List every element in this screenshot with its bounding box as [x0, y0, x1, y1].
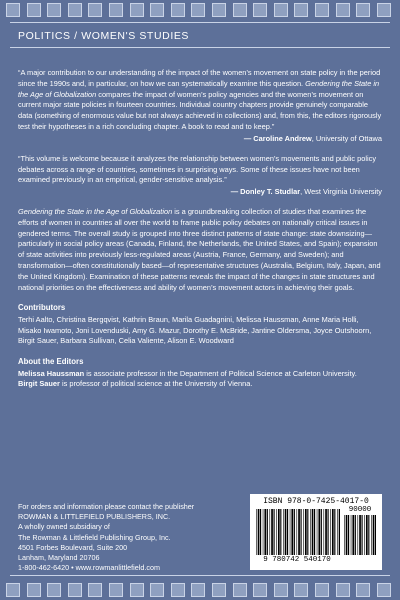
- barcode-bar: [290, 509, 291, 555]
- border-square: [47, 3, 61, 17]
- border-square: [233, 583, 247, 597]
- barcode-bar: [271, 509, 273, 555]
- editors-section: [18, 356, 382, 390]
- barcode-addon-bars: [344, 515, 376, 555]
- quote2-attribution: [18, 187, 382, 198]
- top-divider: [10, 22, 390, 23]
- barcode-bar: [317, 509, 318, 555]
- border-square: [294, 3, 308, 17]
- barcode-bar: [362, 515, 363, 555]
- border-square: [6, 583, 20, 597]
- barcode-bar: [285, 509, 287, 555]
- barcode-bar: [294, 509, 295, 555]
- barcode-bar: [278, 509, 280, 555]
- editors-heading: About the Editors: [18, 357, 84, 367]
- border-square: [336, 583, 350, 597]
- order-line-4: The Rowman & Littlefield Publishing Group, Inc.: [18, 532, 171, 542]
- editor-1-bio: is associate professor in the Department of Political Science at Carleton University.: [84, 368, 357, 378]
- barcode-bar: [301, 509, 302, 555]
- description-title: Gendering the State in the Age of Globalization: [18, 206, 173, 216]
- quote2-institution: , West Virginia University: [300, 187, 382, 197]
- border-square: [109, 583, 123, 597]
- barcode-bars: [256, 509, 340, 555]
- border-square: [47, 583, 61, 597]
- contributors-section: [18, 302, 382, 347]
- description-text: is a groundbreaking collection of studies that examines the efforts of women in countries all over the world to frame public policy debates on nationally critical issues in gendered terms. The overall study is grouped into three distinct patterns of state change: state downsizing—particularly in social policy areas (Canada, Finland, the Netherlands, the United States, and Spain); expansion of state activities into previously less-regulated areas (Austria, France, Germany, and Sweden); and transformation—often constitutionally based—of representative structures (Australia, Belgium, Italy, Japan, and the United Kingdom). Examination of these patterns reveals the impact of the changes in state structures and national priorities on the effectiveness and ability of women’s movement actors in achieving their goals.: [18, 206, 381, 292]
- isbn-number: ISBN 978-0-7425-4017-0: [263, 497, 369, 506]
- order-line-1: For orders and information please contact the publisher: [18, 502, 195, 511]
- border-square: [294, 583, 308, 597]
- barcode-bar: [298, 509, 300, 555]
- header-divider: [10, 47, 390, 48]
- border-square: [191, 583, 205, 597]
- isbn-barcode: [250, 494, 382, 570]
- border-square: [253, 583, 267, 597]
- editor-1-name: Melissa Haussman: [18, 368, 85, 378]
- border-square: [88, 583, 102, 597]
- barcode-bar: [352, 515, 354, 555]
- barcode-bar: [256, 509, 257, 555]
- border-square: [171, 583, 185, 597]
- order-line-2: ROWMAN & LITTLEFIELD PUBLISHERS, INC.: [18, 512, 171, 522]
- barcode-bar: [371, 515, 372, 555]
- barcode-bar: [260, 509, 261, 555]
- border-square: [6, 3, 20, 17]
- barcode-bar: [364, 515, 365, 555]
- barcode-bar: [264, 509, 266, 555]
- order-line-5: 4501 Forbes Boulevard, Suite 200: [18, 542, 128, 552]
- barcode-addon-digits: 90000: [348, 506, 372, 514]
- barcode-bar: [337, 509, 338, 555]
- bottom-border-squares: [0, 580, 400, 600]
- review-quote-1: [18, 68, 382, 145]
- bottom-divider: [10, 575, 390, 576]
- editor-2-name: Birgit Sauer: [18, 379, 60, 389]
- border-square: [356, 3, 370, 17]
- quote1-attribution: [18, 134, 382, 145]
- border-square: [191, 3, 205, 17]
- barcode-bar: [339, 509, 340, 555]
- barcode-bar: [348, 515, 349, 555]
- border-square: [356, 583, 370, 597]
- barcode-bar: [332, 509, 334, 555]
- barcode-bar: [359, 515, 361, 555]
- barcode-bar: [318, 509, 320, 555]
- order-line-7: 1-800-462-6420 • www.rowmanlittlefield.com: [18, 563, 160, 573]
- barcode-bar: [258, 509, 260, 555]
- quote1-text-a: “A major contribution to our understanding of the impact of the women’s movement on state policy in the period since the 1990s and, in particular, on how we can systematically examine this question.: [18, 68, 381, 88]
- border-square: [68, 583, 82, 597]
- order-line-3: A wholly owned subsidiary of: [18, 522, 110, 532]
- barcode-bar: [287, 509, 288, 555]
- barcode-bar: [314, 509, 315, 555]
- book-description: [18, 207, 382, 294]
- barcode-bar: [312, 509, 314, 555]
- quote1-author: — Caroline Andrew: [243, 133, 312, 143]
- barcode-bar: [366, 515, 368, 555]
- border-square: [150, 583, 164, 597]
- quote2-author: — Donley T. Studlar: [230, 187, 301, 197]
- editor-2: [18, 379, 382, 390]
- contributors-list: Terhi Aalto, Christina Bergqvist, Kathrin Braun, Marila Guadagnini, Melissa Haussman, Anne Maria Holli, Misako Iwamoto, Joni Lovenduski, Amy G. Mazur, Dorothy E. McBride, Jantine Oldersma, Joyce Outshoorn, Birgit Sauer, Barbara Sullivan, Celia Valiente, Alison E. Woodward: [18, 314, 372, 346]
- barcode-bar: [310, 509, 311, 555]
- border-square: [27, 3, 41, 17]
- border-square: [274, 3, 288, 17]
- border-square: [171, 3, 185, 17]
- barcode-bar: [344, 515, 345, 555]
- barcode-bar: [321, 509, 322, 555]
- border-square: [88, 3, 102, 17]
- border-square: [315, 3, 329, 17]
- review-quote-2: [18, 154, 382, 198]
- border-square: [253, 3, 267, 17]
- border-square: [336, 3, 350, 17]
- border-square: [274, 583, 288, 597]
- barcode-bar: [280, 509, 281, 555]
- barcode-bar: [267, 509, 268, 555]
- barcode-bar: [303, 509, 304, 555]
- border-square: [315, 583, 329, 597]
- border-square: [130, 3, 144, 17]
- quote1-text-c: compares the impact of women’s policy agencies and the women’s movement on current major state policies in fourteen countries. Individual country chapters provide genuinely comparable data (something of enormous value but not always achieved in collections) and, from this, the editors rigorously test their hypotheses in a rich concluding chapter. A book to read and to keep.”: [18, 89, 382, 132]
- barcode-bar: [305, 509, 307, 555]
- border-square: [377, 583, 391, 597]
- back-cover-content: [18, 68, 382, 390]
- barcode-bar: [283, 509, 284, 555]
- border-square: [212, 3, 226, 17]
- barcode-bar: [346, 515, 348, 555]
- barcode-bar: [358, 515, 359, 555]
- border-square: [233, 3, 247, 17]
- barcode-bar: [270, 509, 271, 555]
- border-square: [109, 3, 123, 17]
- border-square: [377, 3, 391, 17]
- series-heading: POLITICS / WOMEN'S STUDIES: [18, 30, 190, 42]
- quote1-institution: , University of Ottawa: [311, 133, 382, 143]
- border-square: [68, 3, 82, 17]
- barcode-bar: [375, 515, 376, 555]
- quote1-book-title: Gendering the State in the Age of Globalization: [18, 78, 380, 99]
- contributors-heading: Contributors: [18, 303, 66, 313]
- barcode-bar: [325, 509, 327, 555]
- barcode-bar: [368, 515, 369, 555]
- barcode-bar: [328, 509, 329, 555]
- barcode-bar: [351, 515, 352, 555]
- barcode-bar: [307, 509, 308, 555]
- quote2-text: “This volume is welcome because it analyzes the relationship between women’s movements and public policy debates across a range of countries, sometimes in surprising ways. Some of these issues have not been examined previously in an empirical, gender-sensitive analysis.”: [18, 153, 377, 185]
- border-square: [27, 583, 41, 597]
- barcode-bar: [276, 509, 277, 555]
- border-square: [130, 583, 144, 597]
- barcode-bar: [274, 509, 275, 555]
- barcode-bar: [297, 509, 298, 555]
- border-square: [212, 583, 226, 597]
- top-border-squares: [0, 0, 400, 20]
- order-line-6: Lanham, Maryland 20706: [18, 553, 100, 563]
- barcode-bar: [263, 509, 264, 555]
- barcode-bar: [373, 515, 375, 555]
- barcode-bar: [334, 509, 335, 555]
- border-square: [150, 3, 164, 17]
- publisher-info: [18, 502, 248, 574]
- barcode-bar: [330, 509, 331, 555]
- barcode-bar: [355, 515, 356, 555]
- editor-1: [18, 369, 382, 380]
- barcode-digits: 9 780742 540170: [263, 556, 331, 564]
- editor-2-bio: is professor of political science at the University of Vienna.: [59, 379, 253, 389]
- barcode-bar: [324, 509, 325, 555]
- barcode-bar: [291, 509, 293, 555]
